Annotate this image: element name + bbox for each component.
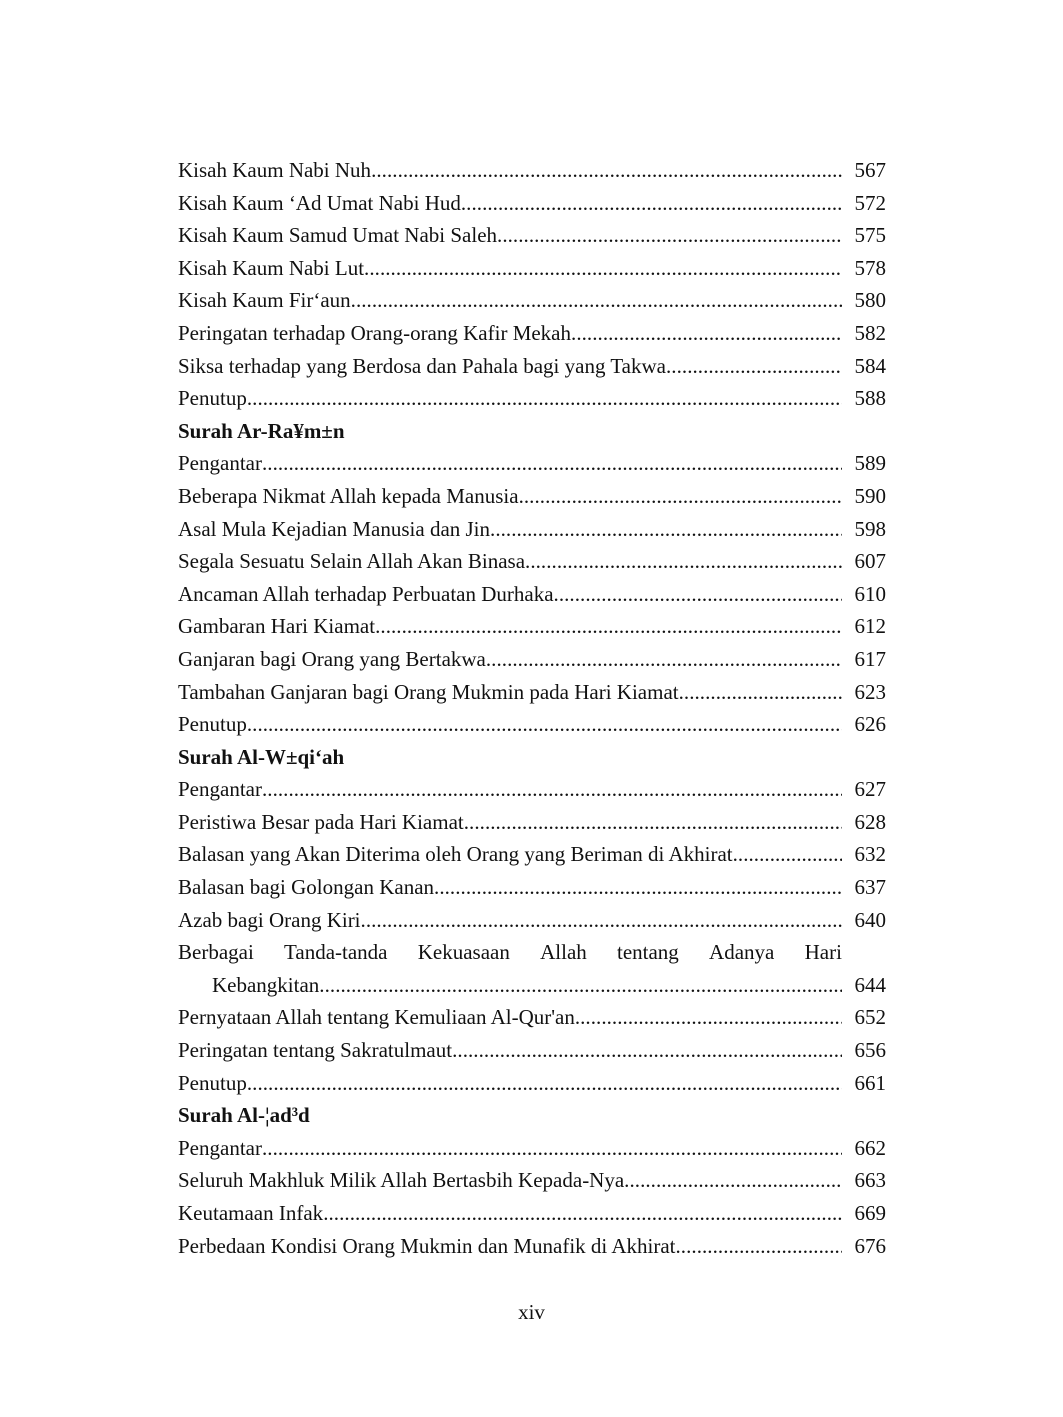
toc-entry-page: 598 [854,516,886,541]
toc-entry-page: 669 [854,1201,886,1225]
toc-entry-title: Perbedaan Kondisi Orang Mukmin dan Munafik di Akhirat [178,1233,676,1258]
dot-leader [247,382,842,415]
dot-leader [464,806,842,839]
toc-entry-page: 623 [854,679,886,704]
page-number: xiv [518,1300,545,1324]
toc-entry-title: Kisah Kaum Samud Umat Nabi Saleh [178,223,498,248]
toc-entry-page: 582 [854,320,886,345]
dot-leader [323,1197,842,1230]
toc-entry-page: 572 [854,190,886,215]
toc-entry-page: 637 [854,875,886,900]
section-heading-al-hadid: Surah Al-¦ad³d [178,1103,310,1128]
dot-leader [519,480,842,513]
dot-leader [434,871,842,904]
dot-leader [525,545,842,578]
table-of-contents [178,154,886,1262]
toc-entry-multiline-first [178,936,886,969]
toc-entry [178,643,886,676]
toc-entry-title: Seluruh Makhluk Milik Allah Bertasbih Kepada-Nya [178,1168,625,1193]
toc-entry-title: Kebangkitan [212,972,320,997]
toc-entry-title: Pengantar [178,1135,262,1160]
toc-entry [178,154,886,187]
dot-leader [375,610,842,643]
toc-entry-page: 627 [854,777,886,802]
dot-leader [554,578,842,611]
toc-entry [178,1034,886,1067]
toc-entry [178,708,886,741]
toc-entry-page: 588 [854,386,886,411]
dot-leader [262,1132,842,1165]
toc-entry-title: Kisah Kaum Nabi Lut [178,255,365,280]
toc-entry-title: Peristiwa Besar pada Hari Kiamat [178,809,464,834]
toc-entry-title: Ganjaran bagi Orang yang Bertakwa [178,646,486,671]
toc-entry-page: 617 [854,646,886,671]
toc-entry-page: 607 [854,549,886,574]
toc-entry [178,480,886,513]
toc-entry-page: 662 [854,1135,886,1160]
dot-leader [371,154,842,187]
toc-entry [178,284,886,317]
toc-entry-page: 640 [854,907,886,932]
dot-leader [571,317,842,350]
toc-entry-title: Balasan yang Akan Diterima oleh Orang yang Beriman di Akhirat [178,842,733,867]
toc-entry-title: Ancaman Allah terhadap Perbuatan Durhaka [178,581,554,606]
toc-word: Kekuasaan [417,940,510,965]
dot-leader [319,969,842,1002]
toc-entry [178,350,886,383]
dot-leader [676,1230,843,1263]
toc-entry-title: Peringatan tentang Sakratulmaut [178,1038,453,1063]
toc-entry [178,1132,886,1165]
toc-entry-multiline-cont [178,969,886,1002]
toc-entry [178,1001,886,1034]
toc-entry-page: 612 [854,614,886,639]
toc-entry-page: 610 [854,581,886,606]
toc-entry-title: Asal Mula Kejadian Manusia dan Jin [178,516,491,541]
toc-entry [178,838,886,871]
toc-entry-title: Beberapa Nikmat Allah kepada Manusia [178,483,519,508]
toc-entry-title: Kisah Kaum Fir‘aun [178,288,351,313]
toc-entry-page: 676 [854,1233,886,1258]
toc-entry [178,187,886,220]
dot-leader [461,187,842,220]
toc-entry [178,871,886,904]
toc-entry-page: 626 [854,712,886,737]
dot-leader [624,1164,842,1197]
toc-entry-page: 632 [854,842,886,867]
dot-leader [497,219,842,252]
toc-word: tentang [617,940,679,965]
toc-entry [178,676,886,709]
dot-leader [247,1067,842,1100]
toc-word: Tanda-tanda [284,940,388,965]
toc-entry-title: Kisah Kaum Nabi Nuh [178,158,372,182]
toc-entry [178,1164,886,1197]
toc-entry-page: 575 [854,223,886,248]
toc-entry [178,382,886,415]
dot-leader [452,1034,842,1067]
dot-leader [361,904,842,937]
dot-leader [666,350,842,383]
toc-entry [178,904,886,937]
toc-entry [178,252,886,285]
section-heading-al-waqiah: Surah Al-W±qi‘ah [178,744,345,769]
toc-entry-title: Kisah Kaum ‘Ad Umat Nabi Hud [178,190,461,215]
toc-entry [178,1067,886,1100]
toc-entry [178,773,886,806]
toc-entry-title: Siksa terhadap yang Berdosa dan Pahala bagi yang Takwa [178,353,666,378]
dot-leader [575,1001,842,1034]
toc-entry-title: Peringatan terhadap Orang-orang Kafir Mekah [178,320,572,345]
toc-entry-page: 652 [854,1005,886,1030]
toc-entry-page: 628 [854,809,886,834]
toc-entry-title: Balasan bagi Golongan Kanan [178,875,435,900]
toc-word: Adanya [709,940,775,965]
toc-entry-page: 656 [854,1038,886,1063]
toc-entry [178,513,886,546]
toc-entry-title: Penutup [178,1070,247,1095]
toc-entry-page: 661 [854,1070,886,1095]
dot-leader [351,284,842,317]
dot-leader [490,513,842,546]
toc-entry-title: Penutup [178,386,247,411]
toc-entry-title: Gambaran Hari Kiamat [178,614,376,639]
toc-entry-page: 663 [854,1168,886,1193]
toc-entry [178,610,886,643]
section-heading-ar-rahman: Surah Ar-Ra¥m±n [178,418,345,443]
toc-word: Allah [540,940,587,965]
toc-entry-title: Pengantar [178,451,262,476]
toc-entry-title: Keutamaan Infak [178,1201,324,1225]
toc-entry [178,1230,886,1263]
toc-entry-title: Penutup [178,712,247,737]
dot-leader [364,252,842,285]
dot-leader [679,676,842,709]
toc-entry-page: 578 [854,255,886,280]
toc-entry-page: 567 [854,158,886,182]
dot-leader [486,643,842,676]
toc-entry [178,806,886,839]
toc-entry-title: Pengantar [178,777,262,802]
toc-entry-page: 584 [854,353,886,378]
toc-entry-page: 590 [854,483,886,508]
toc-entry-page: 580 [854,288,886,313]
toc-entry-page: 644 [854,972,886,997]
toc-entry-title: Segala Sesuatu Selain Allah Akan Binasa [178,549,526,574]
dot-leader [247,708,842,741]
toc-entry-title: Azab bagi Orang Kiri [178,907,361,932]
toc-word: Berbagai [178,940,254,965]
toc-entry [178,317,886,350]
toc-entry [178,578,886,611]
toc-entry [178,1197,886,1230]
toc-entry [178,219,886,252]
toc-entry-page: 589 [854,451,886,476]
dot-leader [262,773,842,806]
toc-entry-title: Tambahan Ganjaran bagi Orang Mukmin pada Hari Kiamat [178,679,679,704]
toc-word: Hari [804,940,842,965]
toc-entry [178,447,886,480]
toc-entry-title: Pernyataan Allah tentang Kemuliaan Al-Qur'an [178,1005,575,1030]
dot-leader [733,838,842,871]
dot-leader [262,447,842,480]
toc-entry [178,545,886,578]
